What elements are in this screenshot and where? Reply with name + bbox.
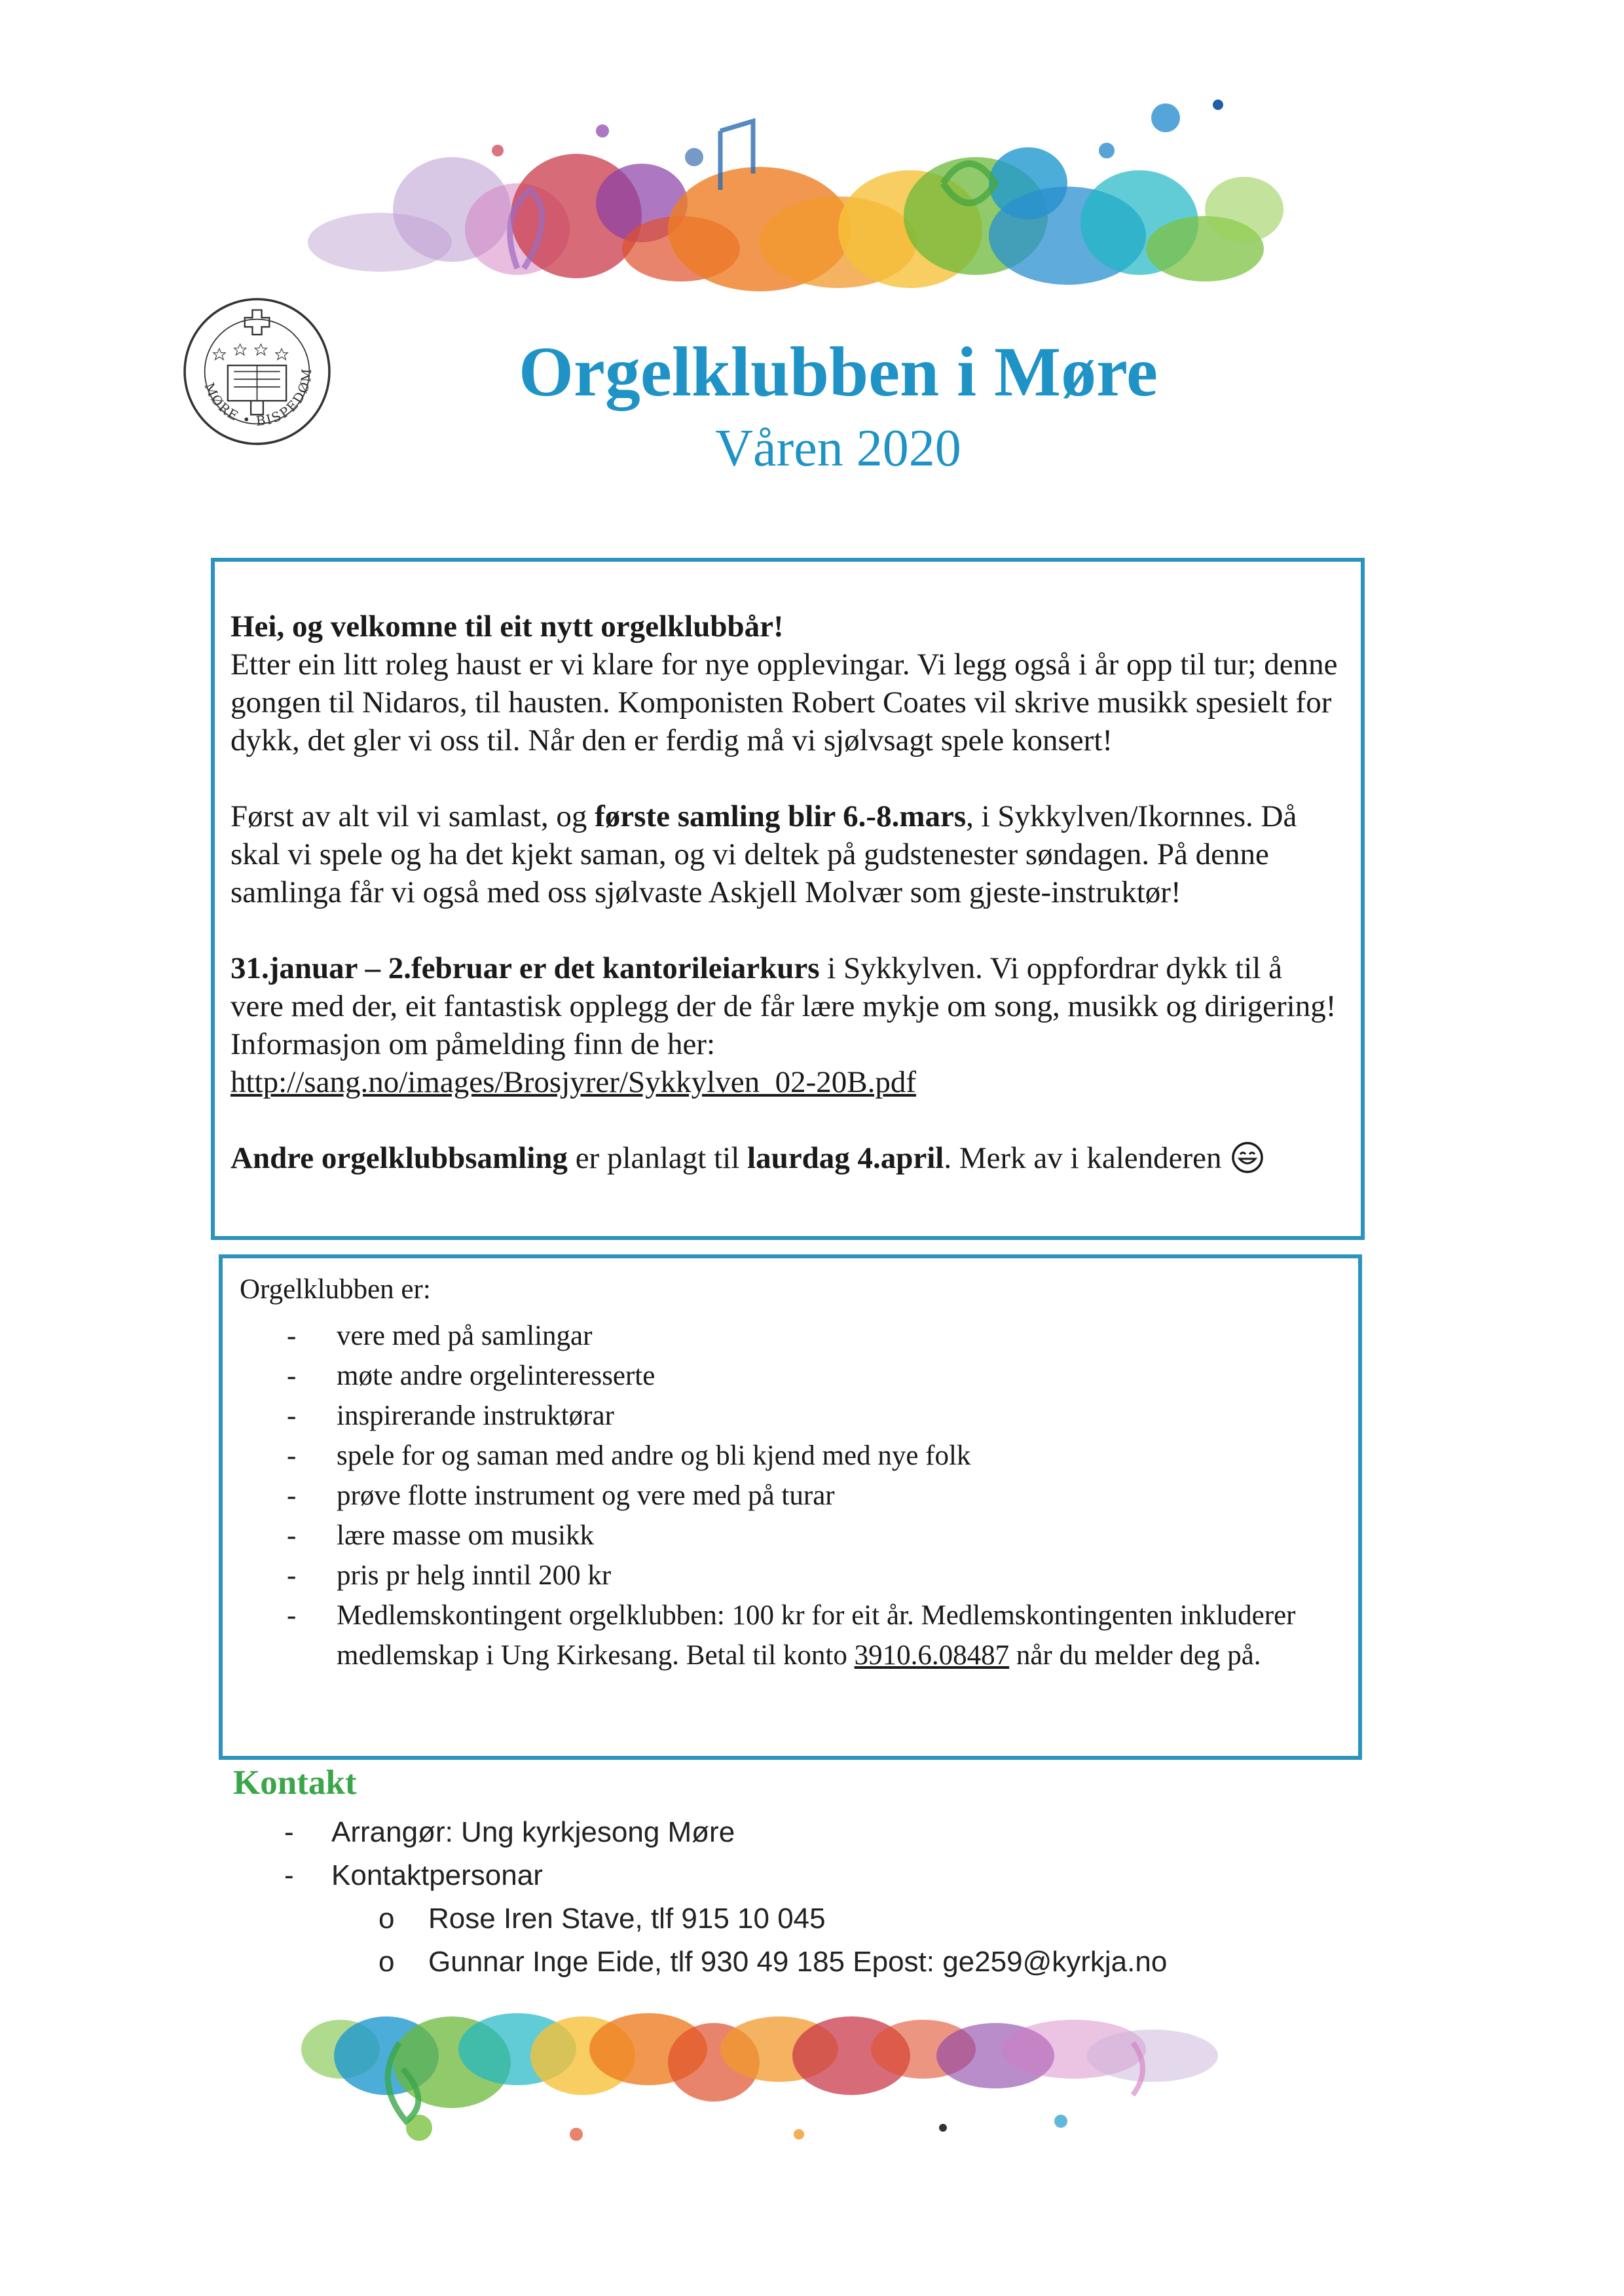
svg-text:MØRE • BISPEDØMME: MØRE • BISPEDØM bbox=[201, 367, 315, 429]
list-item bbox=[240, 1516, 1345, 1556]
dash-bullet: - bbox=[287, 1480, 297, 1511]
list-item bbox=[240, 1476, 1345, 1516]
top-paint-banner bbox=[301, 79, 1323, 301]
dash-bullet: - bbox=[287, 1560, 297, 1591]
membership-list-item bbox=[240, 1595, 1345, 1675]
list-item bbox=[240, 1436, 1345, 1476]
kontakt-list bbox=[282, 1811, 1329, 1984]
dash-bullet: - bbox=[287, 1400, 297, 1431]
page-title: Orgelklubben i Møre bbox=[518, 333, 1158, 411]
course-paragraph bbox=[231, 949, 1342, 1101]
features-intro: Orgelklubben er: bbox=[240, 1274, 431, 1305]
second-gathering-label: Andre orgelklubbsamling bbox=[231, 1141, 568, 1175]
smiley-icon bbox=[1230, 1140, 1264, 1175]
list-item bbox=[282, 1811, 1329, 1854]
list-item bbox=[240, 1356, 1345, 1396]
welcome-paragraph bbox=[231, 608, 1342, 759]
course-date: 31.januar – 2.februar er det kantorileiarkurs bbox=[231, 951, 820, 985]
dash-bullet: - bbox=[287, 1360, 297, 1391]
list-item-text: prøve flotte instrument og vere med på turar bbox=[337, 1480, 835, 1511]
dash-bullet: - bbox=[284, 1816, 294, 1848]
dash-bullet: - bbox=[284, 1859, 294, 1891]
circle-bullet: o bbox=[378, 1903, 395, 1935]
welcome-greeting: Hei, og velkomne til eit nytt orgelklubbår! bbox=[231, 610, 784, 644]
second-gathering-note: . Merk av i kalenderen bbox=[944, 1141, 1222, 1175]
membership-text-end: når du melder deg på. bbox=[1009, 1640, 1261, 1671]
dash-bullet: - bbox=[287, 1321, 297, 1351]
first-gathering-date: første samling blir 6.-8.mars bbox=[595, 799, 967, 833]
second-gathering-connector: er planlagt til bbox=[567, 1141, 748, 1175]
club-features-box bbox=[219, 1254, 1362, 1760]
first-gathering-paragraph bbox=[231, 797, 1342, 911]
organizer-text: Arrangør: Ung kyrkjesong Møre bbox=[331, 1816, 735, 1848]
list-item bbox=[282, 1854, 1329, 1897]
contact-person-text: Gunnar Inge Eide, tlf 930 49 185 Epost: ge259@kyrkja.no bbox=[428, 1946, 1168, 1978]
dash-bullet: - bbox=[287, 1600, 297, 1631]
list-item-text: inspirerande instruktørar bbox=[337, 1400, 614, 1431]
second-gathering-paragraph bbox=[231, 1139, 1342, 1177]
welcome-info-box bbox=[211, 558, 1365, 1240]
contact-person bbox=[282, 1897, 1329, 1941]
page-subtitle: Våren 2020 bbox=[715, 420, 961, 477]
contact-person bbox=[282, 1941, 1329, 1984]
dash-bullet: - bbox=[287, 1440, 297, 1471]
first-gathering-details: , i Sykkylven/Ikornnes. Då skal vi spele og ha det kjekt saman, og vi deltek på gudstenester søndagen. På denne samlinga får vi også med oss sjølvaste Askjell Molvær som gjeste-instruktør! bbox=[231, 799, 1297, 909]
second-gathering-date: laurdag 4.april bbox=[747, 1141, 944, 1175]
contact-person-text: Rose Iren Stave, tlf 915 10 045 bbox=[428, 1903, 826, 1935]
list-item-text: spele for og saman med andre og bli kjend med nye folk bbox=[337, 1440, 971, 1471]
dash-bullet: - bbox=[287, 1520, 297, 1551]
circle-bullet: o bbox=[378, 1946, 395, 1978]
features-list bbox=[240, 1316, 1345, 1675]
contacts-label: Kontaktpersonar bbox=[331, 1859, 543, 1891]
membership-text: Medlemskontingent orgelklubben: 100 kr for eit år. Medlemskontingenten inkluderer medlemskap i Ung Kirkesang. Betal til konto bbox=[337, 1600, 1296, 1671]
welcome-intro: Etter ein litt roleg haust er vi klare for nye opplevingar. Vi legg også i år opp til tur; denne gongen til Nidaros, til hausten. Komponisten Robert Coates vil skrive musikk spesielt for dykk, det gler vi oss til. Når den er ferdig må vi sjølvsagt spele konsert! bbox=[231, 647, 1338, 757]
list-item-text: vere med på samlingar bbox=[337, 1321, 593, 1351]
list-item bbox=[240, 1556, 1345, 1595]
course-brochure-link[interactable]: http://sang.no/images/Brosjyrer/Sykkylven_02-20B.pdf bbox=[231, 1065, 916, 1099]
list-item-text: pris pr helg inntil 200 kr bbox=[337, 1560, 612, 1591]
list-item-text: møte andre orgelinteresserte bbox=[337, 1360, 655, 1391]
course-details: i Sykkylven. Vi oppfordrar dykk til å vere med der, eit fantastisk opplegg der de får lære mykje om song, musikk og dirigering! Informasjon om påmelding finn de her: bbox=[231, 951, 1337, 1061]
list-item-text: lære masse om musikk bbox=[337, 1520, 594, 1551]
list-item bbox=[240, 1316, 1345, 1356]
kontakt-heading: Kontakt bbox=[233, 1764, 357, 1802]
bottom-paint-banner bbox=[301, 2003, 1323, 2174]
list-item bbox=[240, 1396, 1345, 1436]
first-gathering-lead: Først av alt vil vi samlast, og bbox=[231, 799, 595, 833]
bank-account-number: 3910.6.08487 bbox=[854, 1640, 1010, 1671]
